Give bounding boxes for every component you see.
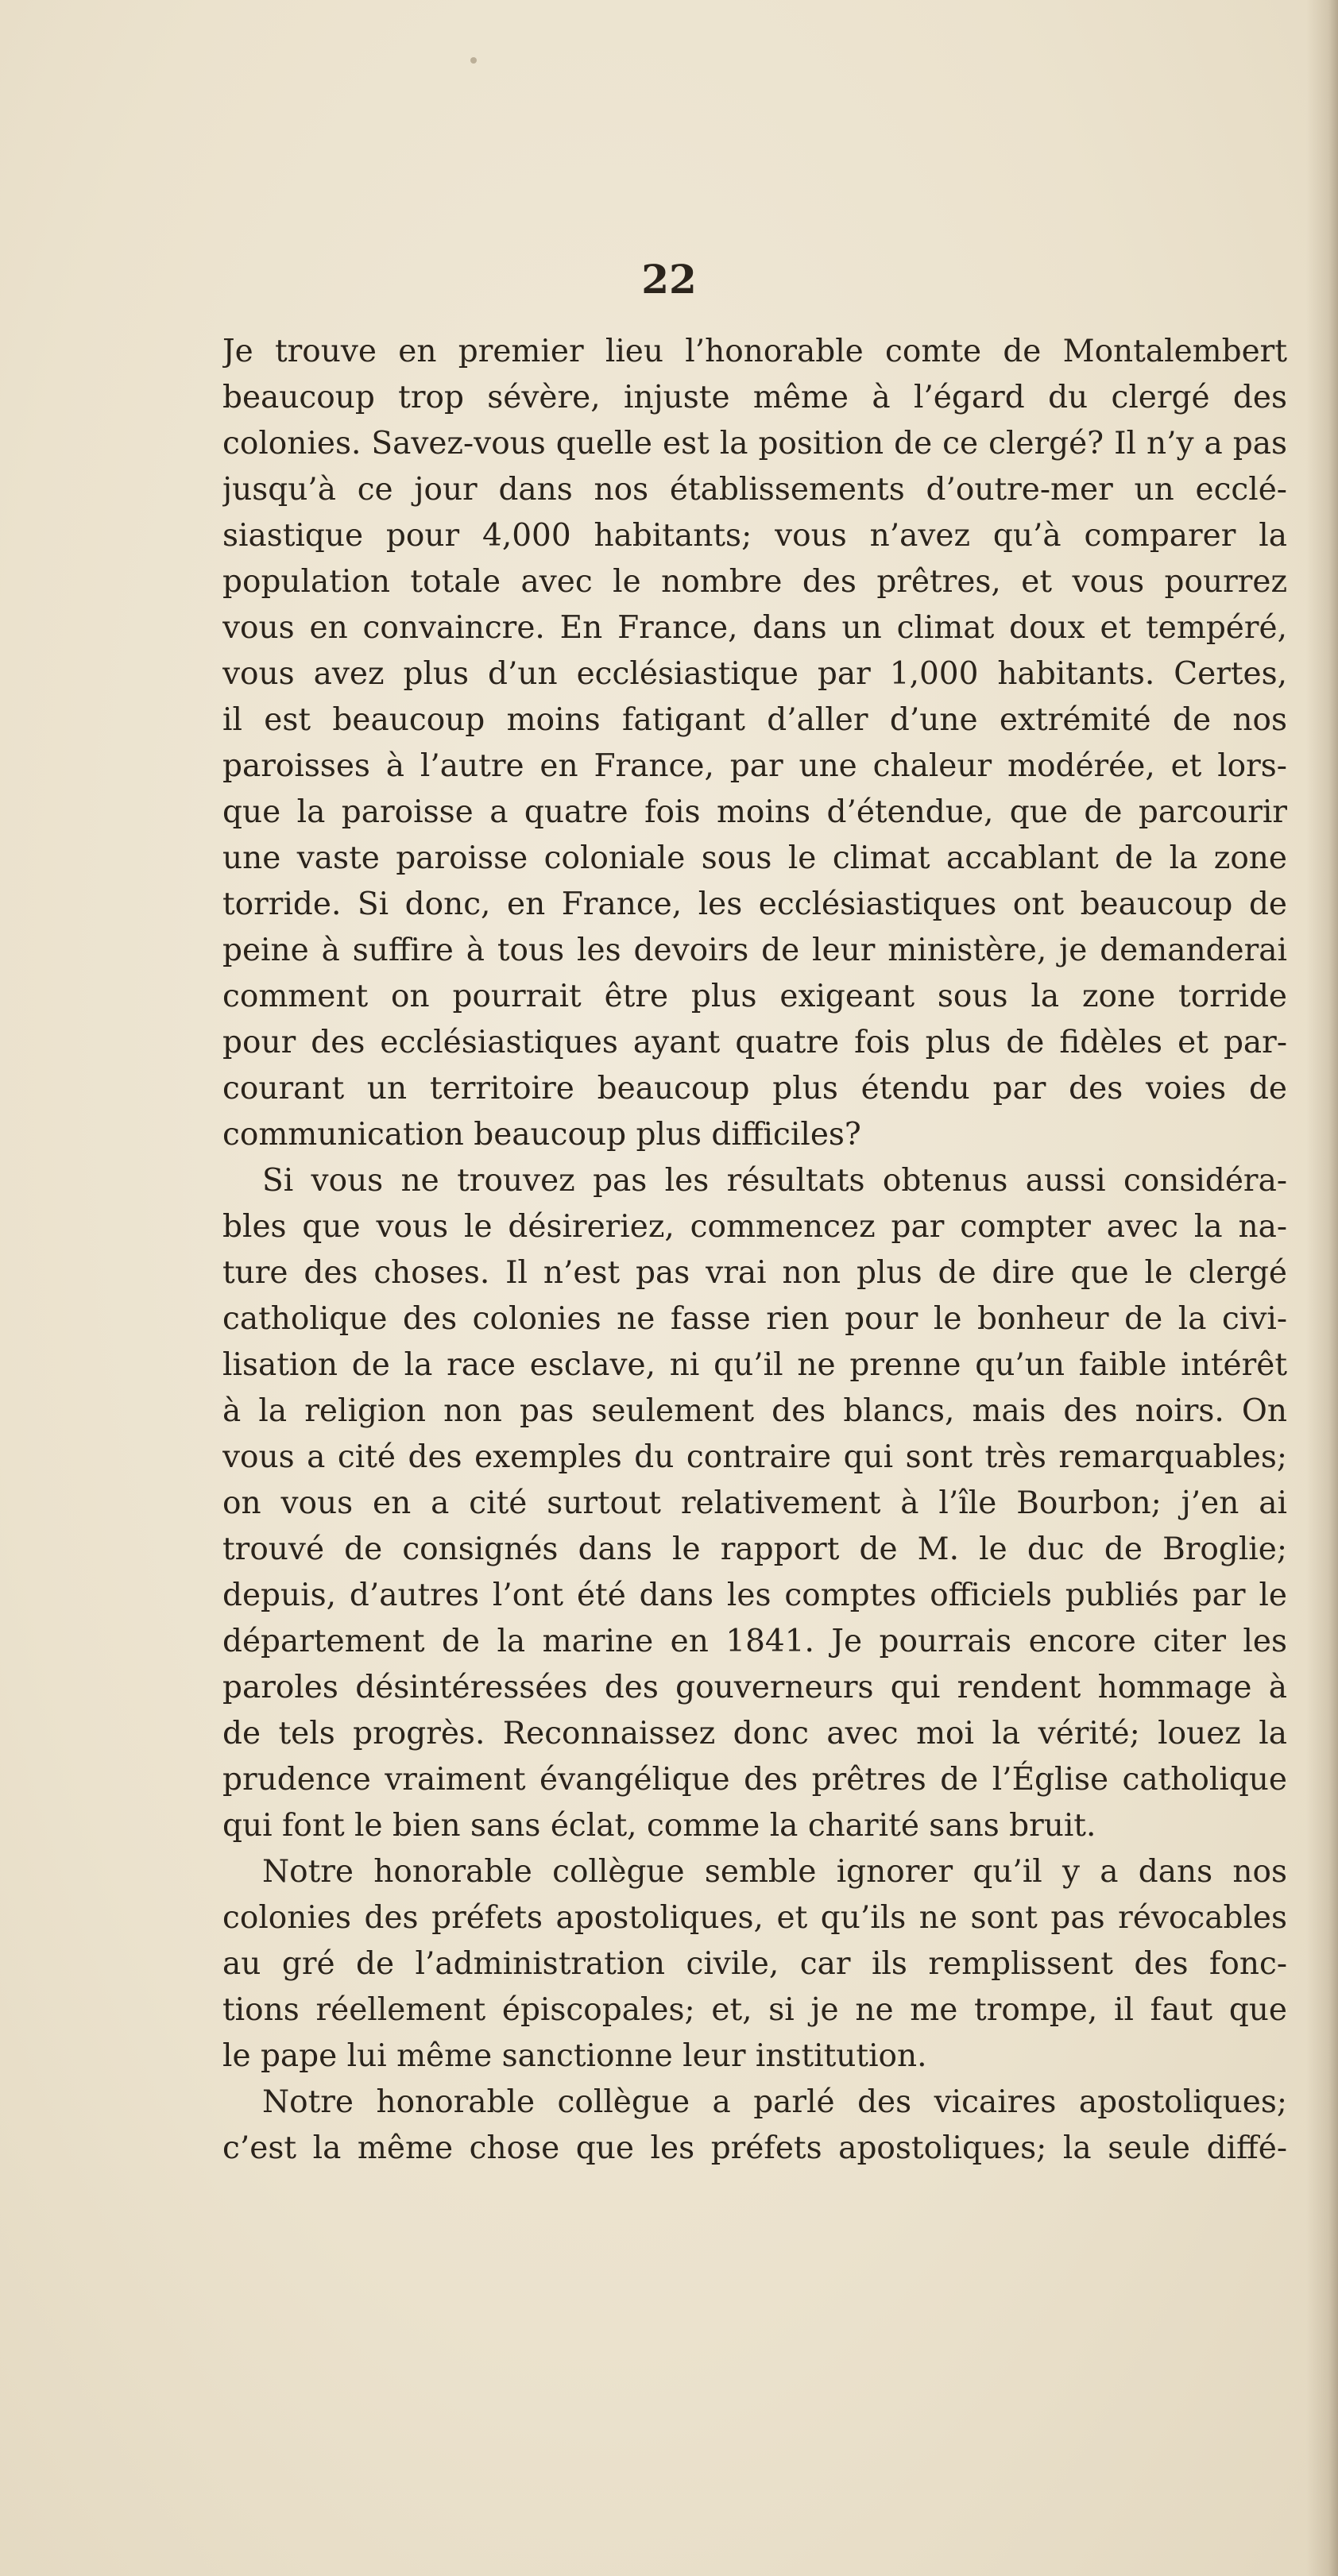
text-line: catholique des colonies ne fasse rien pour le bonheur de la civi- (222, 1301, 1287, 1337)
text-line: peine à suffire à tous les devoirs de leur ministère, je demanderai (222, 933, 1287, 968)
text-line: Je trouve en premier lieu l’honorable comte de Montalembert (222, 334, 1287, 369)
text-line: de tels progrès. Reconnaissez donc avec moi la vérité; louez la (222, 1716, 1287, 1751)
text-line: à la religion non pas seulement des blancs, mais des noirs. On (222, 1393, 1287, 1429)
text-line: communication beaucoup plus difficiles? (222, 1117, 861, 1153)
text-line: lisation de la race esclave, ni qu’il ne prenne qu’un faible intérêt (222, 1347, 1287, 1383)
text-line: colonies des préfets apostoliques, et qu’ils ne sont pas révocables (222, 1900, 1287, 1936)
body-text (222, 329, 1287, 2172)
text-line: que la paroisse a quatre fois moins d’étendue, que de parcourir (222, 794, 1287, 830)
text-line: prudence vraiment évangélique des prêtres de l’Église catholique (222, 1762, 1287, 1798)
text-line: depuis, d’autres l’ont été dans les comptes officiels publiés par le (222, 1578, 1287, 1613)
text-line: Notre honorable collègue a parlé des vicaires apostoliques; (262, 2084, 1287, 2120)
text-line: paroles désintéressées des gouverneurs qui rendent hommage à (222, 1670, 1287, 1705)
text-line: on vous en a cité surtout relativement à l’île Bourbon; j’en ai (222, 1485, 1287, 1521)
text-line: paroisses à l’autre en France, par une chaleur modérée, et lors- (222, 748, 1287, 784)
text-line: population totale avec le nombre des prêtres, et vous pourrez (222, 564, 1287, 600)
page-edge-shadow (1306, 0, 1338, 2576)
text-line: département de la marine en 1841. Je pourrais encore citer les (222, 1624, 1287, 1659)
text-line: le pape lui même sanctionne leur institution. (222, 2038, 927, 2074)
text-line: vous en convaincre. En France, dans un climat doux et tempéré, (222, 610, 1287, 646)
text-line: jusqu’à ce jour dans nos établissements d’outre-mer un ecclé- (222, 472, 1287, 508)
text-line: pour des ecclésiastiques ayant quatre fois plus de fidèles et par- (222, 1025, 1287, 1060)
text-line: Si vous ne trouvez pas les résultats obtenus aussi considéra- (262, 1163, 1287, 1199)
text-line: torride. Si donc, en France, les ecclésiastiques ont beaucoup de (222, 886, 1287, 922)
text-line: ture des choses. Il n’est pas vrai non plus de dire que le clergé (222, 1255, 1287, 1291)
text-line: il est beaucoup moins fatigant d’aller d’une extrémité de nos (222, 702, 1287, 738)
text-line: qui font le bien sans éclat, comme la charité sans bruit. (222, 1808, 1096, 1844)
text-line: courant un territoire beaucoup plus étendu par des voies de (222, 1071, 1287, 1106)
text-line: c’est la même chose que les préfets apostoliques; la seule diffé- (222, 2130, 1287, 2166)
text-line: Notre honorable collègue semble ignorer qu’il y a dans nos (262, 1854, 1287, 1890)
text-line: colonies. Savez-vous quelle est la position de ce clergé? Il n’y a pas (222, 426, 1287, 462)
page-number: 22 (641, 256, 697, 303)
text-line: une vaste paroisse coloniale sous le climat accablant de la zone (222, 840, 1287, 876)
text-line: vous avez plus d’un ecclésiastique par 1,000 habitants. Certes, (222, 656, 1287, 692)
text-line: siastique pour 4,000 habitants; vous n’avez qu’à comparer la (222, 518, 1287, 554)
text-line: au gré de l’administration civile, car ils remplissent des fonc- (222, 1946, 1287, 1982)
text-line: comment on pourrait être plus exigeant sous la zone torride (222, 979, 1287, 1014)
paper-speck (470, 57, 477, 64)
text-line: bles que vous le désireriez, commencez par compter avec la na- (222, 1209, 1287, 1245)
text-line: beaucoup trop sévère, injuste même à l’égard du clergé des (222, 380, 1287, 415)
text-line: tions réellement épiscopales; et, si je ne me trompe, il faut que (222, 1992, 1287, 2028)
text-line: vous a cité des exemples du contraire qui sont très remarquables; (222, 1439, 1287, 1475)
text-line: trouvé de consignés dans le rapport de M. le duc de Broglie; (222, 1531, 1287, 1567)
